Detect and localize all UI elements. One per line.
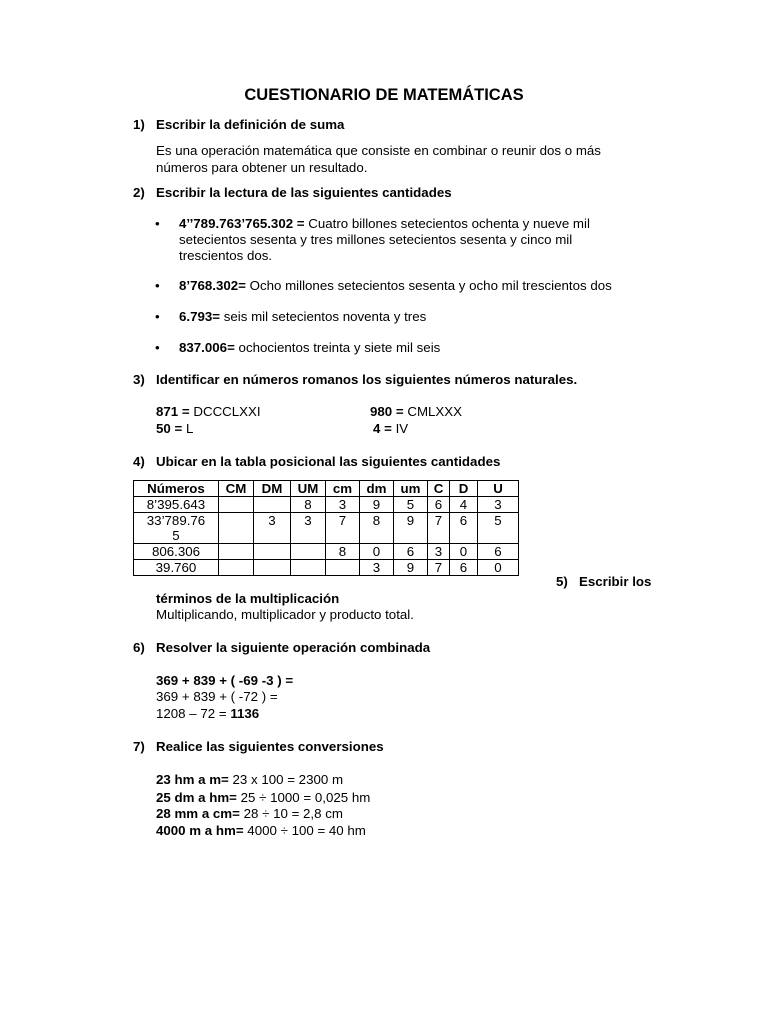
table-cell: 7	[428, 513, 450, 544]
table-cell	[326, 560, 360, 576]
table-cell: 3	[291, 513, 326, 544]
conversion-calc: 23 x 100 = 2300 m	[232, 772, 344, 787]
operation-result: 1136	[230, 706, 260, 721]
conversion-calc: 28 ÷ 10 = 2,8 cm	[243, 806, 343, 821]
table-cell	[291, 544, 326, 560]
table-cell: 0	[360, 544, 394, 560]
table-cell: 6	[450, 560, 478, 576]
arabic-number: 4 =	[373, 421, 392, 436]
roman-numeral: CMLXXX	[407, 404, 463, 419]
table-cell: 9	[360, 497, 394, 513]
question-3-text: Identificar en números romanos los siguientes números naturales.	[156, 372, 578, 387]
conversion-label: 23 hm a m=	[156, 772, 229, 787]
reading-text: ochocientos treinta y siete mil seis	[238, 340, 441, 355]
table-header: Números	[134, 481, 219, 497]
conversion-label: 28 mm a cm=	[156, 806, 240, 821]
table-cell	[219, 544, 254, 560]
question-7-number: 7)	[133, 739, 145, 754]
table-cell: 4	[450, 497, 478, 513]
table-cell: 8’395.643	[134, 497, 219, 513]
roman-numeral: DCCCLXXI	[193, 404, 261, 419]
table-cell: 7	[428, 560, 450, 576]
table-header: C	[428, 481, 450, 497]
table-header: cm	[326, 481, 360, 497]
bullet-4: •	[155, 340, 160, 355]
question-7-text: Realice las siguientes conversiones	[156, 739, 384, 754]
reading-number: 837.006=	[179, 340, 235, 355]
table-header-row	[134, 481, 519, 497]
roman-pair-4	[373, 421, 408, 438]
conversion-4	[156, 823, 366, 840]
table-cell: 5	[478, 513, 519, 544]
table-header: dm	[360, 481, 394, 497]
reading-number: 4’’789.763’765.302 =	[179, 216, 305, 231]
cell-line-1: 33’789.76	[146, 513, 206, 528]
bullet-2: •	[155, 278, 160, 293]
table-row	[134, 513, 519, 544]
conversion-3	[156, 806, 343, 823]
table-cell: 5	[394, 497, 428, 513]
table-cell: 8	[291, 497, 326, 513]
table-cell: 806.306	[134, 544, 219, 560]
place-value-table	[133, 480, 519, 576]
table-cell: 3	[478, 497, 519, 513]
bullet-1: •	[155, 216, 160, 231]
reading-text: seis mil setecientos noventa y tres	[223, 309, 427, 324]
table-cell: 8	[326, 544, 360, 560]
reading-item-4	[179, 340, 440, 357]
table-header: U	[478, 481, 519, 497]
arabic-number: 871 =	[156, 404, 190, 419]
table-cell	[254, 497, 291, 513]
roman-pair-980	[370, 404, 462, 421]
question-4-text: Ubicar en la tabla posicional las siguientes cantidades	[156, 454, 501, 469]
question-2-text: Escribir la lectura de las siguientes cantidades	[156, 185, 452, 200]
question-6-number: 6)	[133, 640, 145, 655]
table-cell: 3	[254, 513, 291, 544]
question-3-number: 3)	[133, 372, 145, 387]
table-cell: 6	[428, 497, 450, 513]
conversion-1	[156, 772, 343, 789]
table-header: CM	[219, 481, 254, 497]
table-cell: 0	[478, 560, 519, 576]
question-1-number: 1)	[133, 117, 145, 132]
conversion-calc: 4000 ÷ 100 = 40 hm	[247, 823, 366, 838]
arabic-number: 980 =	[370, 404, 404, 419]
bullet-3: •	[155, 309, 160, 324]
arabic-number: 50 =	[156, 421, 183, 436]
reading-item-1-line-2: setecientos sesenta y tres millones setecientos sesenta y cinco mil	[179, 232, 573, 247]
table-cell	[254, 544, 291, 560]
answer-1-line-1: Es una operación matemática que consiste en combinar o reunir dos o más	[156, 143, 601, 158]
reading-item-1	[179, 216, 590, 233]
table-cell: 3	[326, 497, 360, 513]
answer-1-line-2: números para obtener un resultado.	[156, 160, 368, 175]
table-cell	[219, 497, 254, 513]
table-cell: 39.760	[134, 560, 219, 576]
table-cell: 6	[394, 544, 428, 560]
operation-line-3	[156, 706, 259, 723]
document-title: CUESTIONARIO DE MATEMÁTICAS	[244, 86, 524, 104]
conversion-label: 4000 m a hm=	[156, 823, 244, 838]
roman-numeral: L	[185, 421, 194, 436]
question-4-number: 4)	[133, 454, 145, 469]
table-row	[134, 544, 519, 560]
reading-text: Cuatro billones setecientos ochenta y nueve mil	[308, 216, 590, 231]
reading-item-1-line-3: trescientos dos.	[179, 248, 273, 263]
table-cell	[291, 560, 326, 576]
roman-pair-871	[156, 404, 261, 421]
conversion-calc: 25 ÷ 1000 = 0,025 hm	[240, 790, 371, 805]
table-header: UM	[291, 481, 326, 497]
question-2-number: 2)	[133, 185, 145, 200]
table-cell: 7	[326, 513, 360, 544]
table-cell	[254, 560, 291, 576]
table-header: um	[394, 481, 428, 497]
table-cell: 9	[394, 513, 428, 544]
reading-number: 6.793=	[179, 309, 221, 324]
table-header: DM	[254, 481, 291, 497]
table-cell	[219, 560, 254, 576]
question-5-text-part-1: Escribir los	[579, 574, 652, 589]
table-cell: 0	[450, 544, 478, 560]
conversion-2	[156, 790, 370, 807]
table-cell: 3	[360, 560, 394, 576]
roman-pair-50	[156, 421, 193, 438]
table-cell	[219, 513, 254, 544]
table-row	[134, 560, 519, 576]
reading-item-3	[179, 309, 426, 326]
operation-line-1: 369 + 839 + ( -69 -3 ) =	[156, 673, 294, 688]
operation-expression: 1208 – 72 =	[156, 706, 227, 721]
question-1-text: Escribir la definición de suma	[156, 117, 345, 132]
answer-5: Multiplicando, multiplicador y producto total.	[156, 607, 414, 622]
table-header: D	[450, 481, 478, 497]
table-cell: 6	[450, 513, 478, 544]
table-cell: 9	[394, 560, 428, 576]
reading-item-2	[179, 278, 612, 295]
table-row	[134, 497, 519, 513]
roman-numeral: IV	[395, 421, 409, 436]
table-cell: 8	[360, 513, 394, 544]
table-cell: 3	[428, 544, 450, 560]
reading-number: 8’768.302=	[179, 278, 246, 293]
table-cell	[134, 513, 219, 544]
table-cell: 6	[478, 544, 519, 560]
question-5-number: 5)	[556, 574, 568, 589]
question-6-text: Resolver la siguiente operación combinada	[156, 640, 431, 655]
operation-line-2: 369 + 839 + ( -72 ) =	[156, 689, 278, 704]
reading-text: Ocho millones setecientos sesenta y ocho mil trescientos dos	[249, 278, 612, 293]
cell-line-2: 5	[172, 528, 180, 543]
question-5-text-part-2: términos de la multiplicación	[156, 591, 340, 606]
conversion-label: 25 dm a hm=	[156, 790, 237, 805]
